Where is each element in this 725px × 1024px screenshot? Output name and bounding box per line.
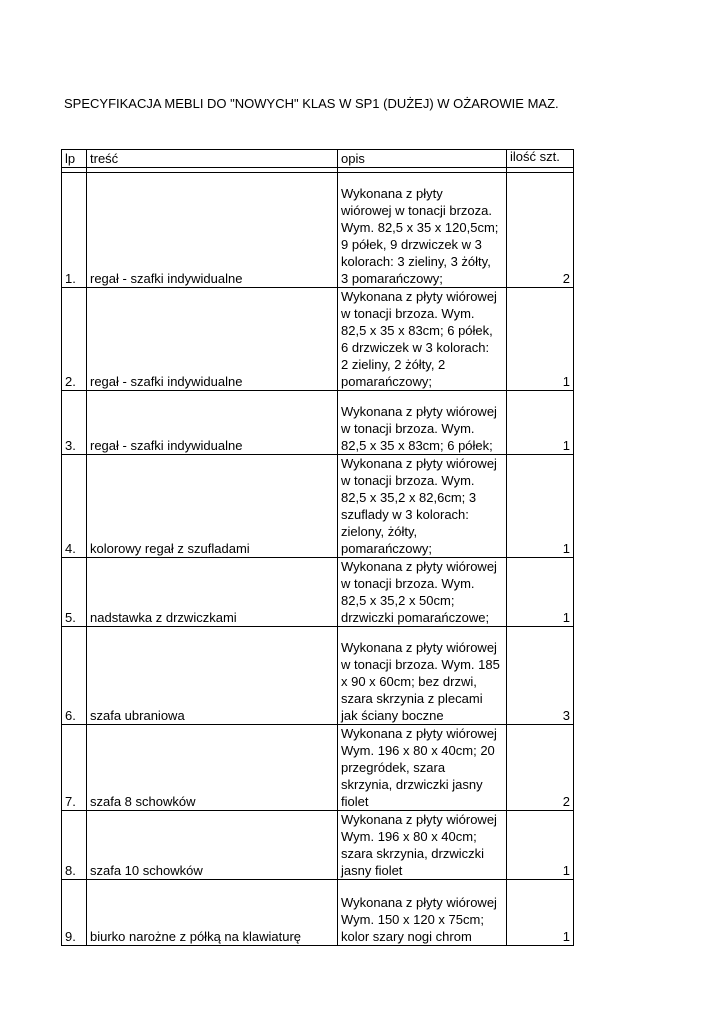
row-ilosc: 1 — [507, 288, 574, 391]
row-lp: 7. — [62, 725, 87, 811]
header-tresc: treść — [87, 150, 338, 168]
table-row — [62, 811, 574, 880]
table-row — [62, 288, 574, 391]
row-lp: 4. — [62, 455, 87, 558]
row-opis: Wykonana z płyty wiórowej w tonacji brzoza. Wym. 82,5 x 35,2 x 82,6cm; 3 szuflady w 3 kolorach: zielony, żółty, pomarańczowy; — [338, 455, 507, 558]
row-opis: Wykonana z płyty wiórowej w tonacji brzoza. Wym. 82,5 x 35 x 83cm; 6 półek; — [338, 391, 507, 455]
row-tresc: nadstawka z drzwiczkami — [87, 558, 338, 627]
header-opis: opis — [338, 150, 507, 168]
row-lp: 6. — [62, 627, 87, 725]
row-lp: 5. — [62, 558, 87, 627]
row-ilosc: 2 — [507, 725, 574, 811]
row-ilosc: 2 — [507, 173, 574, 288]
row-lp: 3. — [62, 391, 87, 455]
row-tresc: szafa 8 schowków — [87, 725, 338, 811]
table-row — [62, 391, 574, 455]
document-title: SPECYFIKACJA MEBLI DO "NOWYCH" KLAS W SP1 (DUŻEJ) W OŻAROWIE MAZ. — [64, 96, 559, 111]
table-row — [62, 725, 574, 811]
row-lp: 1. — [62, 173, 87, 288]
row-tresc: regał - szafki indywidualne — [87, 391, 338, 455]
row-opis: Wykonana z płyty wiórowej w tonacji brzoza. Wym. 82,5 x 35 x 83cm; 6 półek, 6 drzwiczek w 3 kolorach: 2 zieliny, 2 żółty, 2 pomarańczowy; — [338, 288, 507, 391]
row-tresc: regał - szafki indywidualne — [87, 173, 338, 288]
row-ilosc: 3 — [507, 627, 574, 725]
row-lp: 9. — [62, 880, 87, 946]
table-row — [62, 627, 574, 725]
row-opis: Wykonana z płyty wiórowej Wym. 196 x 80 x 40cm; 20 przegródek, szara skrzynia, drzwiczki jasny fiolet — [338, 725, 507, 811]
header-lp: lp — [62, 150, 87, 168]
row-ilosc: 1 — [507, 558, 574, 627]
table-row — [62, 173, 574, 288]
row-ilosc: 1 — [507, 811, 574, 880]
row-opis: Wykonana z płyty wiórowej Wym. 150 x 120 x 75cm; kolor szary nogi chrom — [338, 880, 507, 946]
row-opis: Wykonana z płyty wiórowej w tonacji brzoza. Wym. 185 x 90 x 60cm; bez drzwi, szara skrzynia z plecami jak ściany boczne — [338, 627, 507, 725]
furniture-spec-table — [61, 149, 574, 946]
row-tresc: szafa ubraniowa — [87, 627, 338, 725]
row-tresc: kolorowy regał z szufladami — [87, 455, 338, 558]
row-ilosc: 1 — [507, 880, 574, 946]
row-opis: Wykonana z płyty wiórowej w tonacji brzoza. Wym. 82,5 x 35,2 x 50cm; drzwiczki pomarańczowe; — [338, 558, 507, 627]
row-ilosc: 1 — [507, 391, 574, 455]
row-lp: 8. — [62, 811, 87, 880]
table-row — [62, 880, 574, 946]
row-tresc: regał - szafki indywidualne — [87, 288, 338, 391]
table-row — [62, 558, 574, 627]
row-opis: Wykonana z płyty wiórowej w tonacji brzoza. Wym. 82,5 x 35 x 120,5cm; 9 półek, 9 drzwiczek w 3 kolorach: 3 zieliny, 3 żółty, 3 pomarańczowy; — [338, 173, 507, 288]
table-row — [62, 455, 574, 558]
header-row — [62, 150, 574, 168]
row-ilosc: 1 — [507, 455, 574, 558]
row-lp: 2. — [62, 288, 87, 391]
row-tresc: szafa 10 schowków — [87, 811, 338, 880]
header-ilosc: ilość szt. — [507, 150, 574, 168]
row-opis: Wykonana z płyty wiórowej Wym. 196 x 80 x 40cm; szara skrzynia, drzwiczki jasny fiolet — [338, 811, 507, 880]
row-tresc: biurko narożne z półką na klawiaturę — [87, 880, 338, 946]
